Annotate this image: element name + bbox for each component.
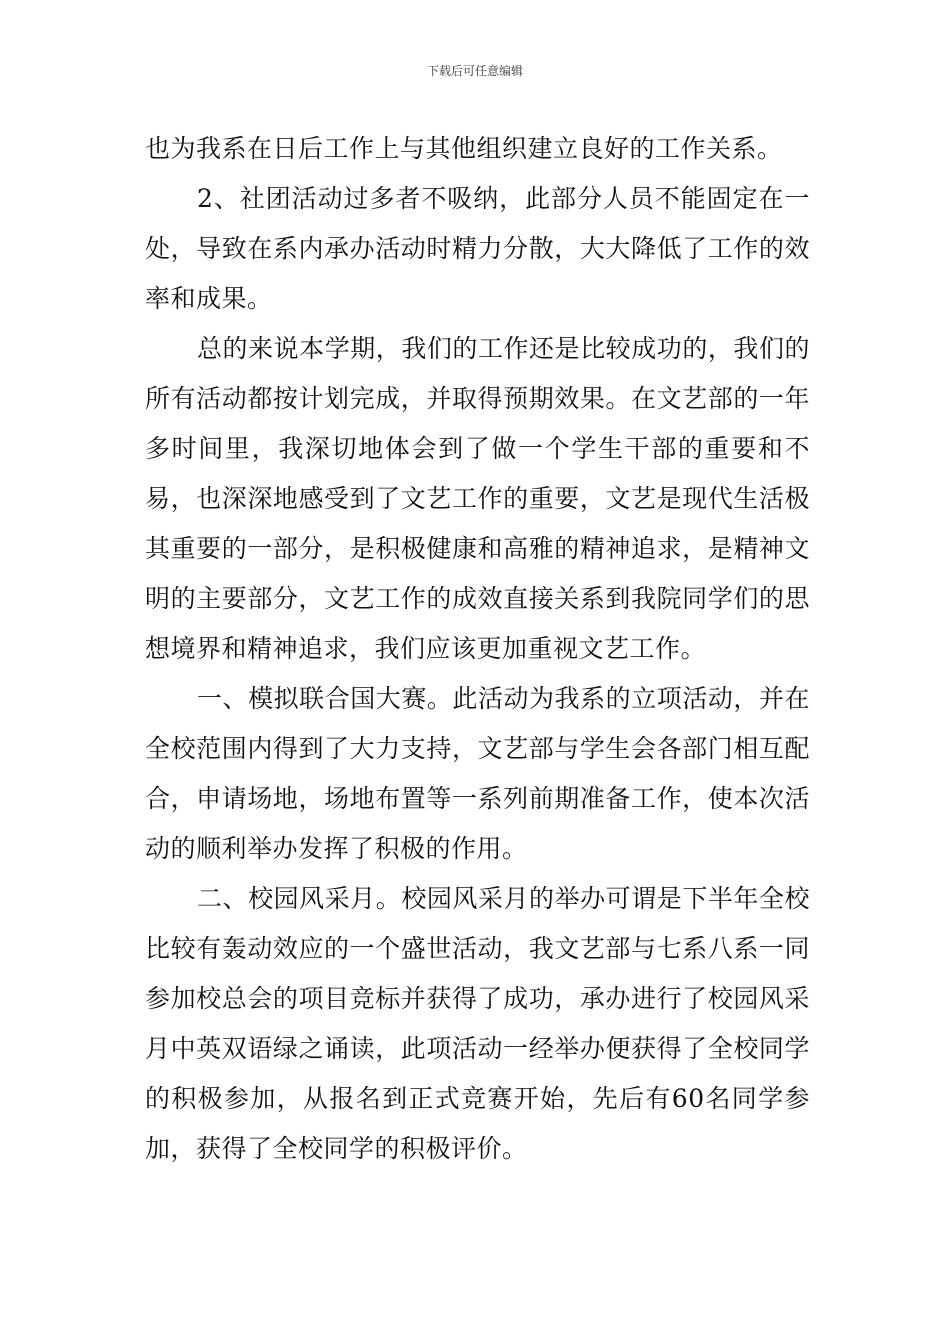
paragraph-point-2: 2、社团活动过多者不吸纳，此部分人员不能固定在一处，导致在系内承办活动时精力分散，大大降低了工作的效率和成果。 <box>145 184 810 313</box>
document-body <box>145 124 810 1174</box>
page-header: 下载后可任意编辑 <box>426 64 523 78</box>
paragraph-item-2: 二、校园风采月。校园风采月的举办可谓是下半年全校比较有轰动效应的一个盛世活动，我文艺部与七系八系一同参加校总会的项目竞标并获得了成功，承办进行了校园风采月中英双语绿之诵读，此项活动一经举办便获得了全校同学的积极参加，从报名到正式竞赛开始，先后有60名同学参加，获得了全校同学的积极评价。 <box>145 884 810 1163</box>
paragraph-item-1: 一、模拟联合国大赛。此活动为我系的立项活动，并在全校范围内得到了大力支持，文艺部与学生会各部门相互配合，申请场地，场地布置等一系列前期准备工作，使本次活动的顺利举办发挥了积极的作用。 <box>145 684 810 863</box>
paragraph-summary: 总的来说本学期，我们的工作还是比较成功的，我们的所有活动都按计划完成，并取得预期效果。在文艺部的一年多时间里，我深切地体会到了做一个学生干部的重要和不易，也深深地感受到了文艺工作的重要，文艺是现代生活极其重要的一部分，是积极健康和高雅的精神追求，是精神文明的主要部分，文艺工作的成效直接关系到我院同学们的思想境界和精神追求，我们应该更加重视文艺工作。 <box>145 334 810 663</box>
paragraph-continuation: 也为我系在日后工作上与其他组织建立良好的工作关系。 <box>145 134 783 163</box>
